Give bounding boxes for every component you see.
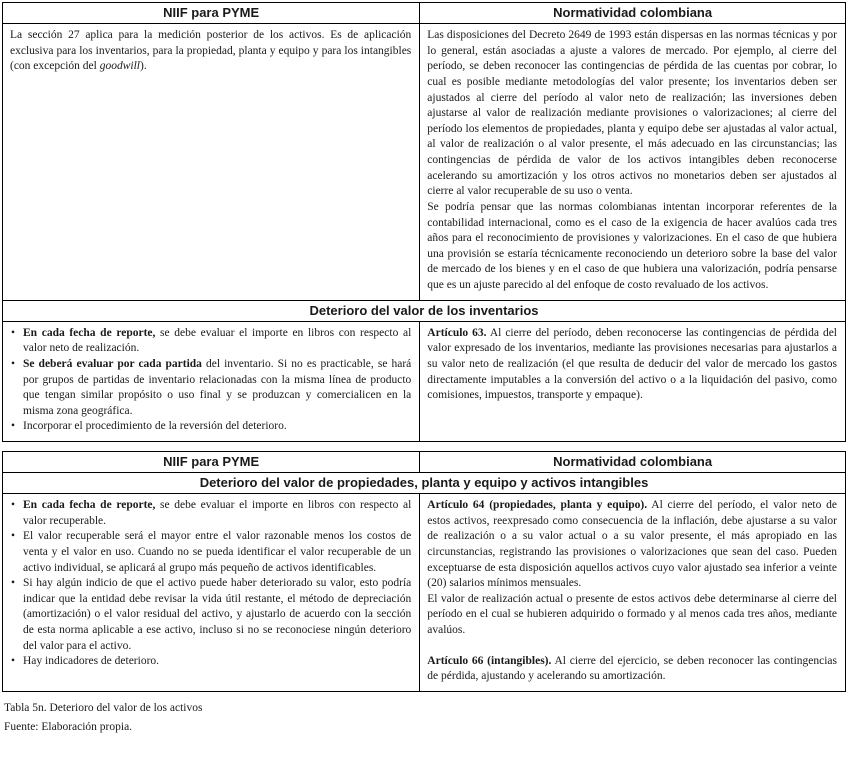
articulo-64-label: Artículo 64 (propiedades, planta y equipo). xyxy=(427,499,648,511)
articulo-63-label: Artículo 63. xyxy=(427,326,487,339)
bullet-icon: • xyxy=(11,577,16,590)
table1-section-row xyxy=(3,300,846,321)
text-run: Al cierre del período, deben reconocerse las contingencias de pérdida del valor expresado de los inventarios, mediante las provisiones necesarias para ajustarlos a su valor neto de realización (el que resulta de deducir del valor de mercado los gastos directamente imputables a la conversión del activo o a la liquidación del pasivo, como comisiones, impuestos, transporte y empaque). xyxy=(427,326,837,402)
text-run: Si hay algún indicio de que el activo puede haber deteriorado su valor, esto podría indicar que la entidad debe revisar la vida útil restante, el método de depreciación (amortización) o el valor residual del activo, y ajustarlo de acuerdo con la sección de esta norma aplicable a ese activo, incluso si no se reconociese ningún deterioro del valor para el activo. xyxy=(23,577,412,652)
text-run: Incorporar el procedimiento de la reversión del deterioro. xyxy=(23,420,287,433)
text-run: Al cierre del período, el valor neto de estos activos, reexpresado como consecuencia de la inflación, debe ajustarse a su valor de realización o a su valor actual o a su valor presente, el más apropiado en las circunstancias, registrando las provisiones o valorizaciones que sean del caso. Pueden exceptuarse de esta disposición aquellos activos cuyo valor ajustado sea inferior a veinte (20) salarios mínimos mensuales. xyxy=(427,499,838,590)
paragraph xyxy=(427,498,837,592)
list-item xyxy=(10,498,411,529)
table2-body-row xyxy=(3,494,846,692)
table1-header-row xyxy=(3,3,846,24)
table-caption: Tabla 5n. Deterioro del valor de los activos xyxy=(4,701,203,714)
paragraph xyxy=(427,326,837,404)
bullet-icon: • xyxy=(11,499,16,511)
text-run: ). xyxy=(140,60,147,73)
list-item xyxy=(10,419,411,435)
paragraph: El valor de realización actual o presente de estos activos debe determinarse al cierre del período en el cual se hubieren adquirido o formado y al menos cada tres años, mediante avalúos. xyxy=(427,592,837,636)
table1-intro-row xyxy=(3,24,846,301)
section-header-ppe-intangibles: Deterioro del valor de propiedades, planta y equipo y activos intangibles xyxy=(3,473,846,494)
table1-col-header-normatividad: Normatividad colombiana xyxy=(420,3,846,24)
table-source: Fuente: Elaboración propia. xyxy=(4,720,133,733)
text-run: El valor recuperable será el mayor entre el valor razonable menos los costos de venta y el valor en uso. Cuando no se pueda identificar el valor recuperable de un activo individual, se aplicará al grupo más pequeño de activos identificables. xyxy=(23,530,412,574)
table1-col-header-niif: NIIF para PYME xyxy=(3,3,420,24)
niif-ppe-bullet-list xyxy=(10,498,411,670)
table1-niif-intro-cell xyxy=(3,24,420,301)
table1-normatividad-intro-cell xyxy=(420,24,846,301)
text-run: se debe evaluar el importe en libros con respecto al valor neto de realización. xyxy=(23,326,412,355)
niif-inventory-bullet-list xyxy=(10,326,411,435)
table2-articulos-cell xyxy=(420,494,846,692)
text-run: se debe evaluar el importe en libros con respecto al valor recuperable. xyxy=(23,499,412,527)
paragraph xyxy=(427,654,837,685)
list-item xyxy=(10,654,411,670)
text-run: del inventario. Si no es practicable, se hará por grupos de partidas de inventario relacionadas con la misma línea de producto que tengan similar propósito o uso final y se produzcan y comercialicen en la misma zona geográfica. xyxy=(23,357,412,417)
section-header-inventarios: Deterioro del valor de los inventarios xyxy=(3,300,846,321)
italic-run: goodwill xyxy=(99,60,140,73)
bullet-icon: • xyxy=(11,420,16,433)
text-run: Hay indicadores de deterioro. xyxy=(23,655,160,668)
paragraph xyxy=(10,28,411,75)
bullet-icon: • xyxy=(11,655,16,668)
articulo-66-label: Artículo 66 (intangibles). xyxy=(427,654,552,667)
table2-niif-bullets-cell xyxy=(3,494,420,692)
text-run: La sección 27 aplica para la medición posterior de los activos. Es de aplicación exclusiva para los inventarios, para la propiedad, planta y equipo y para los intangibles (con excepción del xyxy=(10,29,412,73)
text-run: Al cierre del ejercicio, se deben reconocer las contingencias de pérdida, ajustando y acelerando su amortización. xyxy=(427,654,837,683)
table2-col-header-niif: NIIF para PYME xyxy=(3,452,420,473)
bullet-icon: • xyxy=(11,326,16,339)
paragraph: Las disposiciones del Decreto 2649 de 1993 están dispersas en las normas técnicas y por lo general, están asociadas a ajuste a valores de mercado. Por ejemplo, al cierre del período, se deben reconocer las contingencias de pérdida de las cuentas por cobrar, lo cual es posible mediante metodologías del valor presente; los inventarios deben ser ajustados al cierre del período al valor neto de realización; las inversiones deben ajustarse al valor de realización mediante provisiones o valorizaciones; al cierre del período los elementos de propiedades, planta y equipo debe ser ajustadas al valor actual, al valor de realización o al valor presente, el más adecuado en las circunstancias; las contingencias de pérdida de valor de los activos intangibles deben reconocerse acelerando su amortización y los otros activos no monetarios deben ser ajustados al cierre al valor recuperable de su uso o venta. xyxy=(427,29,837,198)
table1-niif-bullets-cell xyxy=(3,321,420,441)
list-item xyxy=(10,357,411,420)
bullet-icon: • xyxy=(11,357,16,370)
table2-col-header-normatividad: Normatividad colombiana xyxy=(420,452,846,473)
ppe-intangibles-comparison-table xyxy=(2,451,846,692)
bold-run: En cada fecha de reporte, xyxy=(23,326,156,339)
table1-body-row xyxy=(3,321,846,441)
bold-run: Se deberá evaluar por cada partida xyxy=(23,357,202,370)
inventories-comparison-table xyxy=(2,2,846,442)
list-item xyxy=(10,326,411,357)
table1-articulo63-cell xyxy=(420,321,846,441)
bullet-icon: • xyxy=(11,530,16,543)
paragraph: Se podría pensar que las normas colombianas intentan incorporar referentes de la contabilidad internacional, como es el caso de la exigencia de hacer avalúos cada tres años para el reconocimiento de provisiones y valorizaciones. En el caso de que hubiera una provisión se estaría técnicamente reconociendo un deterioro sobre la base del valor de mercado de los bienes y en el caso de que hubiera una valorización, podría pensarse que es un ajuste parecido al del enfoque de costo revaluado de los activos. xyxy=(427,200,837,291)
bold-run: En cada fecha de reporte, xyxy=(23,499,156,511)
list-item xyxy=(10,529,411,576)
list-item xyxy=(10,576,411,654)
table2-section-row xyxy=(3,473,846,494)
table2-header-row xyxy=(3,452,846,473)
